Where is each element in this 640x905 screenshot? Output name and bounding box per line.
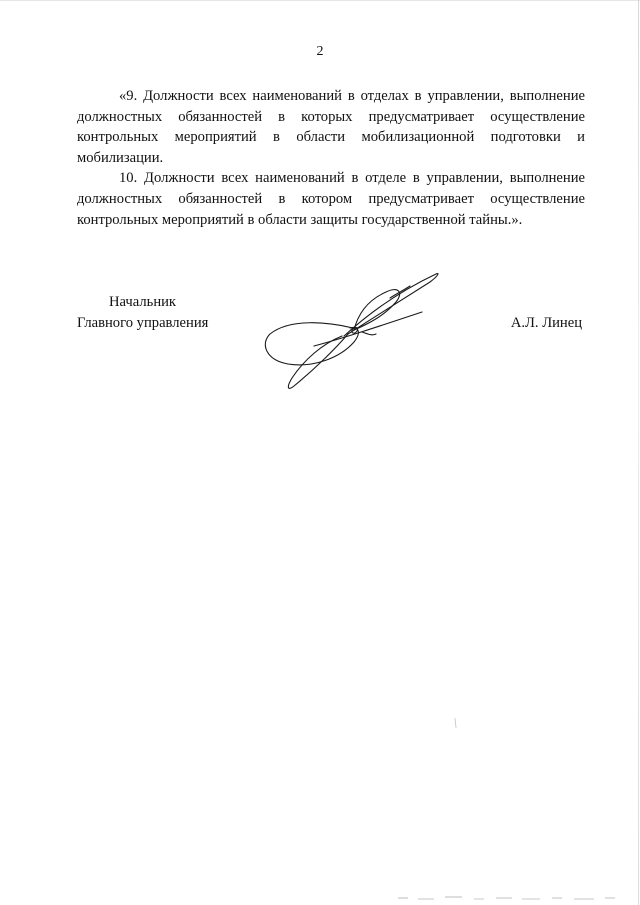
position-line-1: Начальник — [109, 294, 177, 310]
handwritten-signature — [258, 264, 448, 394]
signatory-name: А.Л. Линец — [510, 315, 582, 331]
paragraph-9: «9. Должности всех наименований в отделах в управлении, выполнение должностных обязанностей в которых предусматривает осуществление контрольных мероприятий в области мобилизационной подготовки и мобилизации. — [77, 88, 585, 166]
scan-edge-top — [0, 0, 640, 1]
page-number: 2 — [316, 44, 324, 59]
paragraph-10: 10. Должности всех наименований в отделе в управлении, выполнение должностных обязанностей в котором предусматривает осуществление контрольных мероприятий в области защиты государственной тайны.». — [77, 170, 585, 228]
signatory-position — [77, 292, 208, 333]
scan-edge-right — [638, 0, 639, 905]
document-body — [77, 86, 585, 230]
position-line-2: Главного управления — [77, 314, 209, 331]
